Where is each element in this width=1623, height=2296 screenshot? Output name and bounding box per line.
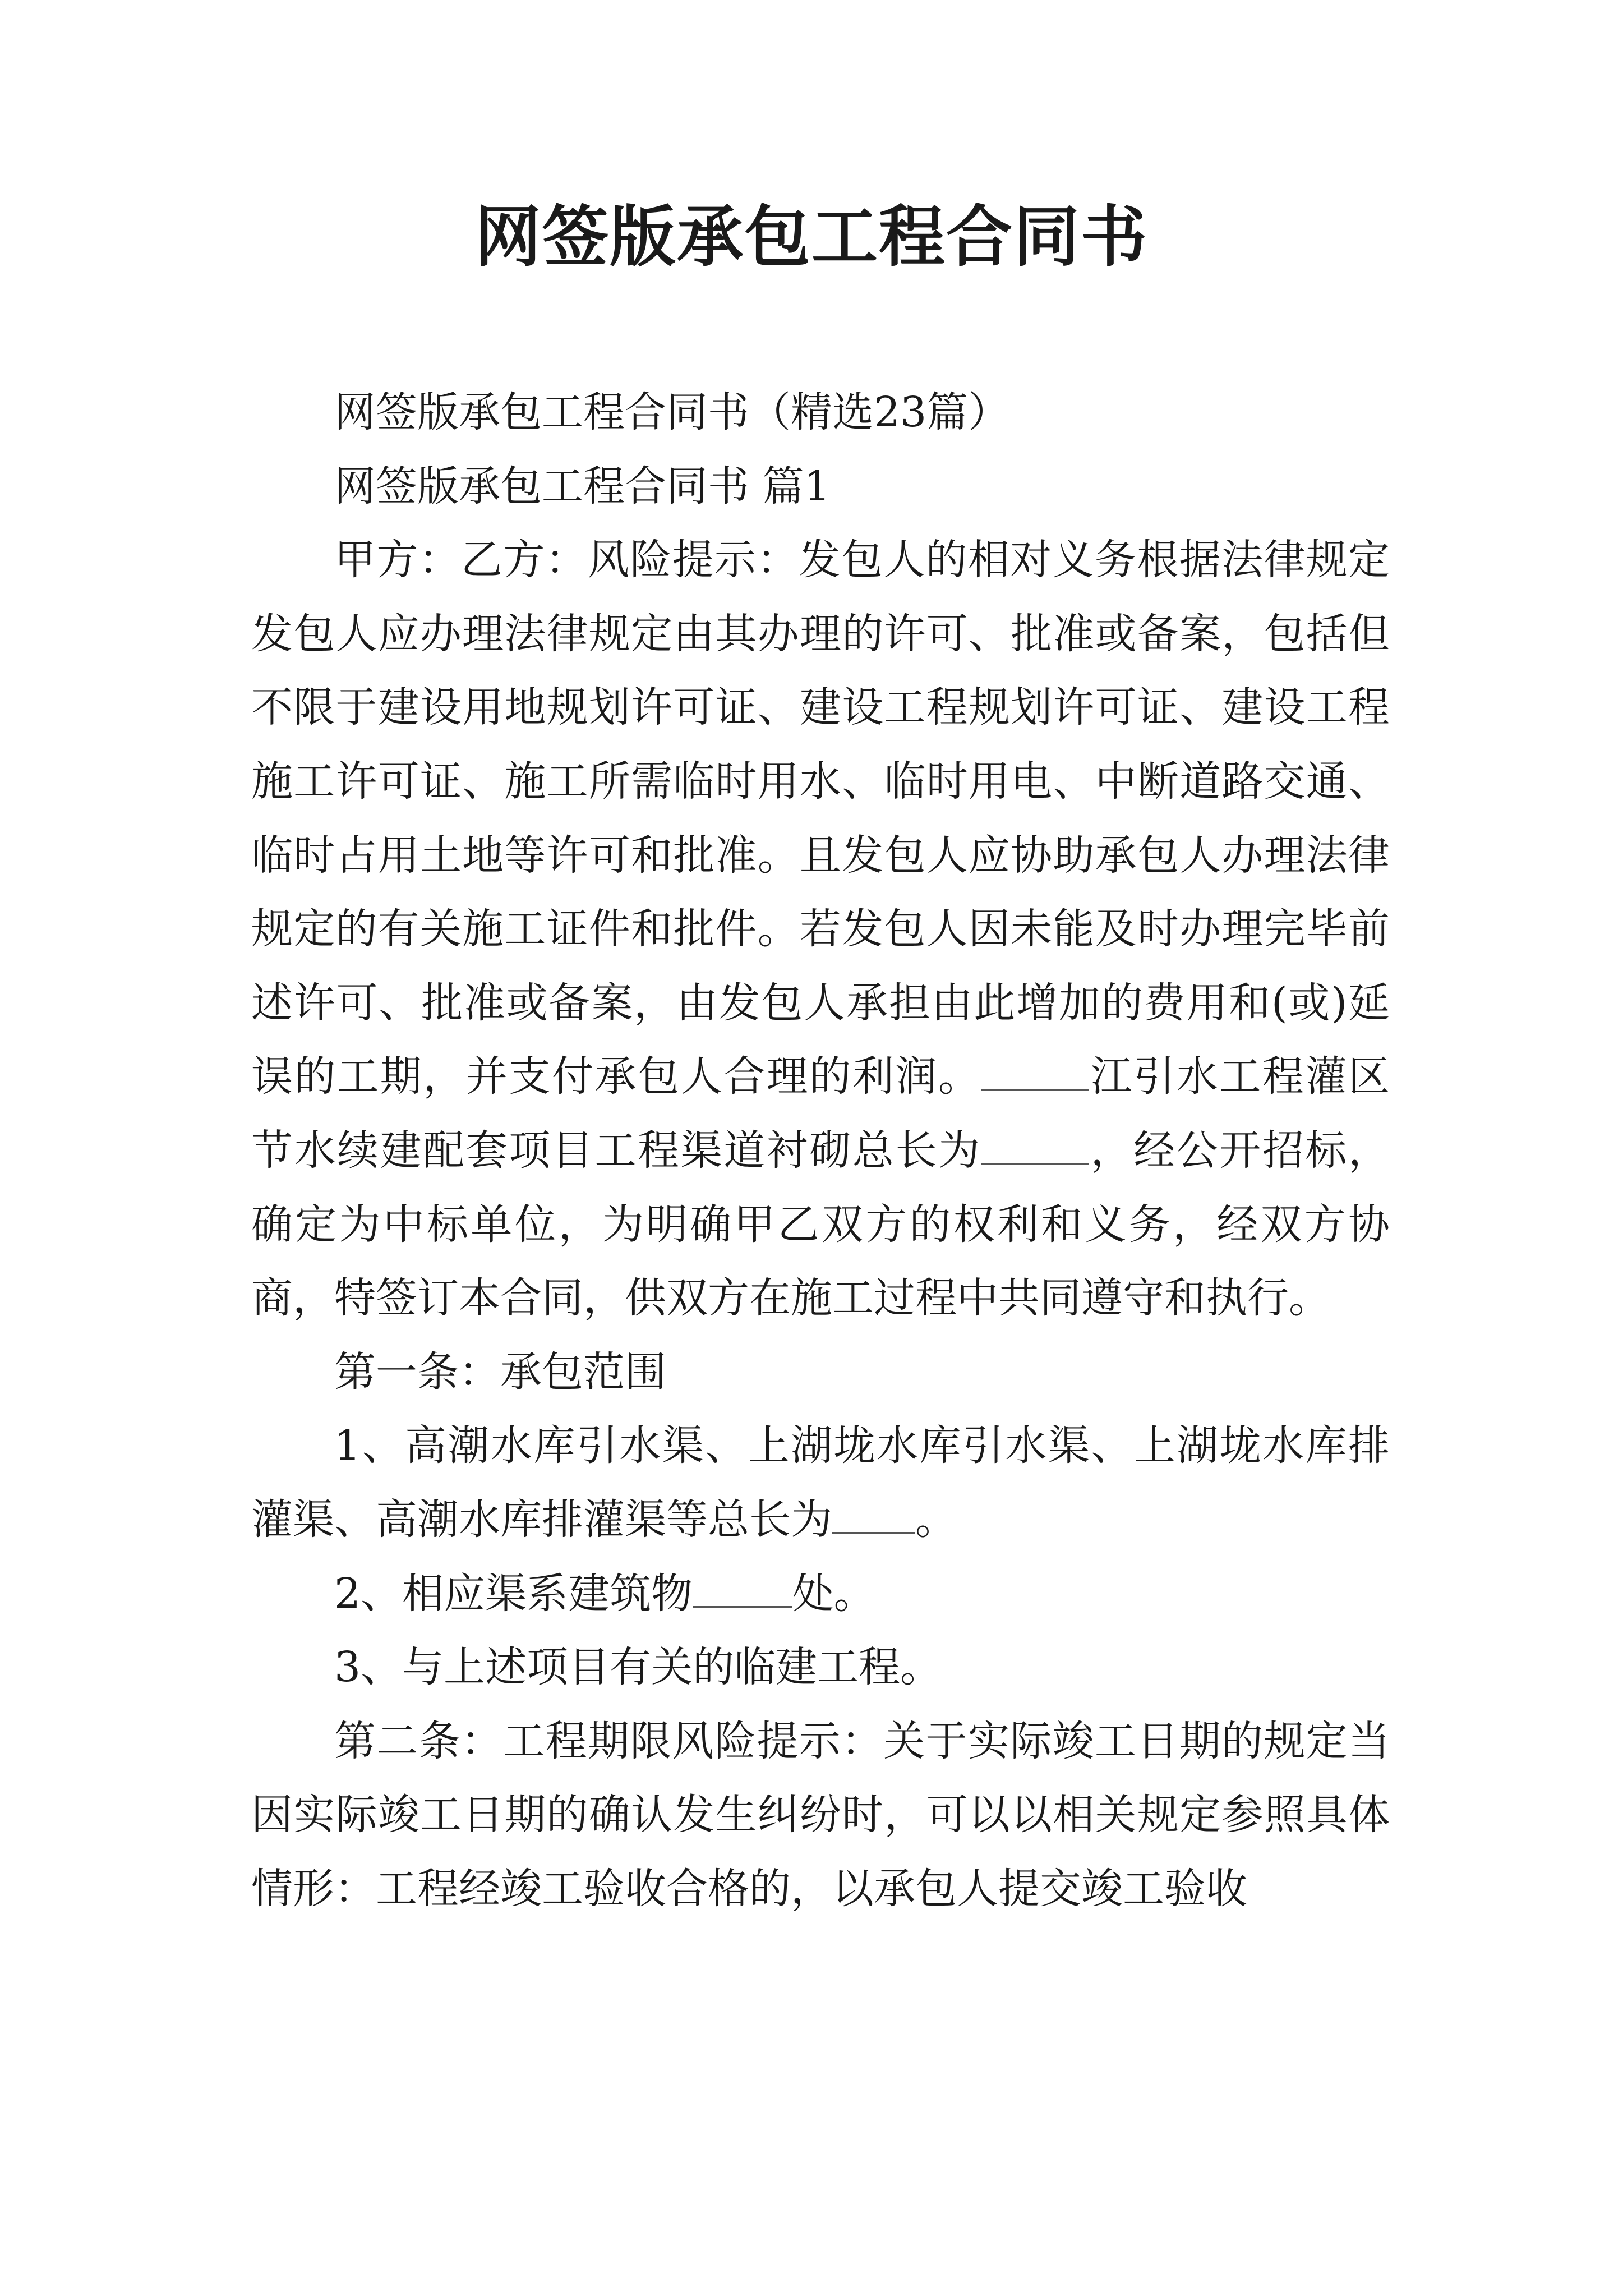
paragraph-intro-text-2: 江引水工程灌区节水续建配套项目工程渠道衬砌总长为: [251, 1052, 1390, 1175]
blank-line: [981, 1125, 1089, 1165]
blank-line: [981, 1052, 1089, 1091]
document-title: 网签版承包工程合同书: [474, 197, 1148, 275]
paragraph-intro: [251, 523, 1390, 1336]
blank-line: [693, 1568, 792, 1608]
article-1-item-2: [251, 1557, 1390, 1631]
document-subtitle: 网签版承包工程合同书（精选23篇）: [334, 388, 1010, 436]
paragraph-intro-text-1: 甲方：乙方：风险提示：发包人的相对义务根据法律规定发包人应办理法律规定由其办理的许可、批准或备案，包括但不限于建设用地规划许可证、建设工程规划许可证、建设工程施工许可证、施工所需临时用水、临时用电、中断道路交通、临时占用土地等许可和批准。且发包人应协助承包人办理法律规定的有关施工证件和批件。若发包人因未能及时办理完毕前述许可、批准或备案，由发包人承担由此增加的费用和(或)延误的工期，并支付承包人合理的利润。: [251, 536, 1390, 1101]
paragraph-intro-text-3: ，经公开招标，确定为中标单位，为明确甲乙双方的权利和义务，经双方协商，特签订本合同，供双方在施工过程中共同遵守和执行。: [251, 1126, 1390, 1323]
item-2-end: 处。: [792, 1569, 875, 1618]
article-2-paragraph: 第二条：工程期限风险提示：关于实际竣工日期的规定当因实际竣工日期的确认发生纠纷时，可以以相关规定参照具体情形：工程经竣工验收合格的，以承包人提交竣工验收: [251, 1717, 1390, 1913]
item-1-end: 。: [915, 1495, 957, 1544]
blank-line: [832, 1494, 915, 1534]
article-1-item-1: [251, 1409, 1390, 1557]
section-heading: 网签版承包工程合同书 篇1: [334, 462, 831, 510]
item-1-text: 1、高潮水库引水渠、上湖垅水库引水渠、上湖垅水库排灌渠、高潮水库排灌渠等总长为: [251, 1421, 1390, 1544]
article-1-item-3: 3、与上述项目有关的临建工程。: [334, 1643, 942, 1692]
item-2-text: 2、相应渠系建筑物: [334, 1569, 693, 1618]
article-1-heading: 第一条：承包范围: [334, 1347, 666, 1396]
document-body: [251, 376, 1390, 1926]
